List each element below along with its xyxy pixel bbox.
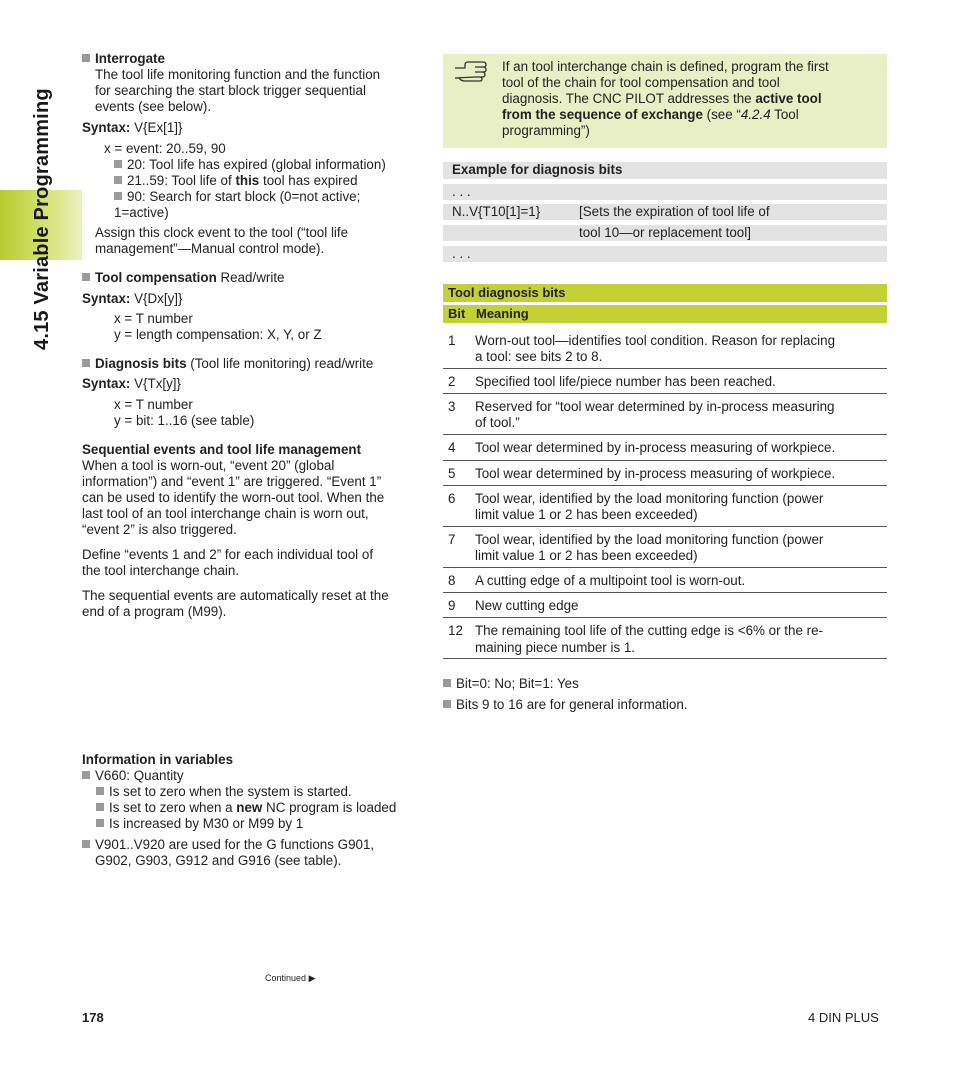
example-row-4 <box>443 246 887 262</box>
table-row-bit: 8 <box>448 573 456 588</box>
table-divider <box>443 485 887 486</box>
interrogate-x-line: x = event: 20..59, 90 <box>104 141 226 156</box>
table-header-meaning: Meaning <box>476 306 529 321</box>
play-arrow-icon: ▶ <box>308 973 316 983</box>
example-dots-1: . . . <box>452 184 471 199</box>
tool-comp-line-1: x = T number <box>114 311 193 326</box>
info-v901-1: V901..V920 are used for the G functions G901, <box>82 837 374 853</box>
table-row-meaning-cont: limit value 1 or 2 has been exceeded) <box>475 548 698 563</box>
table-row-meaning: New cutting edge <box>475 598 579 613</box>
seq-p1-3: can be used to identify the worn-out tool. When the <box>82 490 385 505</box>
example-title: Example for diagnosis bits <box>452 162 623 177</box>
interrogate-bullet-2: 21..59: Tool life of this tool has expired <box>114 173 358 189</box>
table-row-bit: 5 <box>448 466 456 481</box>
table-divider <box>443 617 887 618</box>
info-heading: Information in variables <box>82 752 234 767</box>
seq-p2-1: Define “events 1 and 2” for each individual tool of <box>82 547 374 562</box>
table-row-bit: 4 <box>448 440 456 455</box>
seq-p1-1: When a tool is worn-out, “event 20” (global <box>82 458 335 473</box>
interrogate-bullet-1: 20: Tool life has expired (global information) <box>114 157 386 173</box>
table-divider <box>443 567 887 568</box>
table-row-bit: 7 <box>448 532 456 547</box>
bullet-square-icon <box>443 700 451 708</box>
bullet-square-icon <box>114 176 122 184</box>
tool-comp-line-2: y = length compensation: X, Y, or Z <box>114 327 322 342</box>
seq-p3-2: end of a program (M99). <box>82 604 227 619</box>
interrogate-assign-1: Assign this clock event to the tool (“tool life <box>95 225 349 240</box>
table-divider <box>443 434 887 435</box>
bullet-square-icon <box>82 359 90 367</box>
table-row-meaning: Worn-out tool—identifies tool condition. Reason for replacing <box>475 333 836 348</box>
table-note-2: Bits 9 to 16 are for general information. <box>443 697 688 713</box>
bullet-square-icon <box>82 54 90 62</box>
note-line-5: programming”) <box>502 123 590 138</box>
table-row-meaning-cont: maining piece number is 1. <box>475 640 636 655</box>
seq-p2-2: the tool interchange chain. <box>82 563 240 578</box>
example-code: N..V{T10[1]=1} <box>452 204 541 219</box>
bullet-square-icon <box>82 273 90 281</box>
chapter-title-vertical <box>31 30 74 350</box>
table-header-bit: Bit <box>448 306 466 321</box>
info-sub-3: Is increased by M30 or M99 by 1 <box>96 816 303 832</box>
pointing-hand-icon <box>453 60 489 85</box>
diag-heading: Diagnosis bits (Tool life monitoring) read/write <box>82 356 373 372</box>
interrogate-bullet-3: 90: Search for start block (0=not active; <box>114 189 360 205</box>
info-v660: V660: Quantity <box>82 768 184 784</box>
info-sub-2: Is set to zero when a new NC program is loaded <box>96 800 396 816</box>
bullet-square-icon <box>114 192 122 200</box>
interrogate-heading: Interrogate <box>82 51 165 67</box>
table-divider <box>443 393 887 394</box>
bullet-square-icon <box>114 160 122 168</box>
interrogate-desc-3: events (see below). <box>95 99 212 114</box>
table-row-meaning-cont: of tool.” <box>475 415 520 430</box>
interrogate-syntax: Syntax: V{Ex[1]} <box>82 120 183 135</box>
table-row-meaning: Tool wear, identified by the load monitoring function (power <box>475 532 824 547</box>
table-divider <box>443 368 887 369</box>
info-sub-1: Is set to zero when the system is started. <box>96 784 352 800</box>
table-divider <box>443 658 887 659</box>
table-row-meaning-cont: limit value 1 or 2 has been exceeded) <box>475 507 698 522</box>
table-row-meaning: A cutting edge of a multipoint tool is worn-out. <box>475 573 746 588</box>
table-divider <box>443 592 887 593</box>
table-divider <box>443 526 887 527</box>
page-number: 178 <box>82 1010 104 1025</box>
table-divider <box>443 460 887 461</box>
note-line-1: If an tool interchange chain is defined, program the first <box>502 59 829 74</box>
tool-comp-heading: Tool compensation Read/write <box>82 270 285 286</box>
bullet-square-icon <box>443 679 451 687</box>
table-row-meaning: Tool wear determined by in-process measuring of workpiece. <box>475 466 836 481</box>
continued-label: Continued ▶ <box>265 973 316 983</box>
table-row-meaning-cont: a tool: see bits 2 to 8. <box>475 349 603 364</box>
seq-p1-2: information”) and “event 1” are triggered. “Event 1” <box>82 474 382 489</box>
table-row-bit: 1 <box>448 333 456 348</box>
table-row-meaning: Tool wear determined by in-process measuring of workpiece. <box>475 440 836 455</box>
example-comment-1: [Sets the expiration of tool life of <box>579 204 770 219</box>
note-line-3: diagnosis. The CNC PILOT addresses the active tool <box>502 91 822 106</box>
info-v901-2: G902, G903, G912 and G916 (see table). <box>95 853 342 868</box>
bullet-square-icon <box>82 840 90 848</box>
table-note-1: Bit=0: No; Bit=1: Yes <box>443 676 579 692</box>
table-row-meaning: The remaining tool life of the cutting edge is <6% or the re- <box>475 623 823 638</box>
table-row-bit: 2 <box>448 374 456 389</box>
table-row-bit: 9 <box>448 598 456 613</box>
bullet-square-icon <box>96 787 104 795</box>
table-title: Tool diagnosis bits <box>448 285 566 300</box>
example-dots-2: . . . <box>452 246 471 261</box>
note-line-2: tool of the chain for tool compensation and tool <box>502 75 780 90</box>
table-row-bit: 6 <box>448 491 456 506</box>
bullet-square-icon <box>82 771 90 779</box>
diag-syntax: Syntax: V{Tx[y]} <box>82 376 181 391</box>
table-row-bit: 3 <box>448 399 456 414</box>
table-row-meaning: Reserved for “tool wear determined by in-process measuring <box>475 399 835 414</box>
bullet-square-icon <box>96 819 104 827</box>
interrogate-desc-1: The tool life monitoring function and the function <box>95 67 381 82</box>
table-row-meaning: Specified tool life/piece number has been reached. <box>475 374 776 389</box>
seq-p1-5: “event 2” is also triggered. <box>82 522 237 537</box>
bullet-square-icon <box>96 803 104 811</box>
interrogate-desc-2: for searching the start block trigger sequential <box>95 83 366 98</box>
diag-line-1: x = T number <box>114 397 193 412</box>
tool-comp-syntax: Syntax: V{Dx[y]} <box>82 291 183 306</box>
seq-p1-4: last tool of an tool interchange chain is worn out, <box>82 506 369 521</box>
example-comment-2: tool 10—or replacement tool] <box>579 225 751 240</box>
seq-p3-1: The sequential events are automatically reset at the <box>82 588 389 603</box>
interrogate-bullet-3-cont: 1=active) <box>114 205 169 220</box>
chapter-title: 4.15 Variable Programming <box>31 88 53 350</box>
example-row-1 <box>443 184 887 200</box>
table-row-bit: 12 <box>448 623 463 638</box>
note-line-4: from the sequence of exchange (see “4.2.4 Tool <box>502 107 799 122</box>
book-title: 4 DIN PLUS <box>808 1010 879 1025</box>
seq-heading: Sequential events and tool life management <box>82 442 362 457</box>
table-row-meaning: Tool wear, identified by the load monitoring function (power <box>475 491 824 506</box>
diag-line-2: y = bit: 1..16 (see table) <box>114 413 255 428</box>
interrogate-assign-2: management”—Manual control mode). <box>95 241 325 256</box>
